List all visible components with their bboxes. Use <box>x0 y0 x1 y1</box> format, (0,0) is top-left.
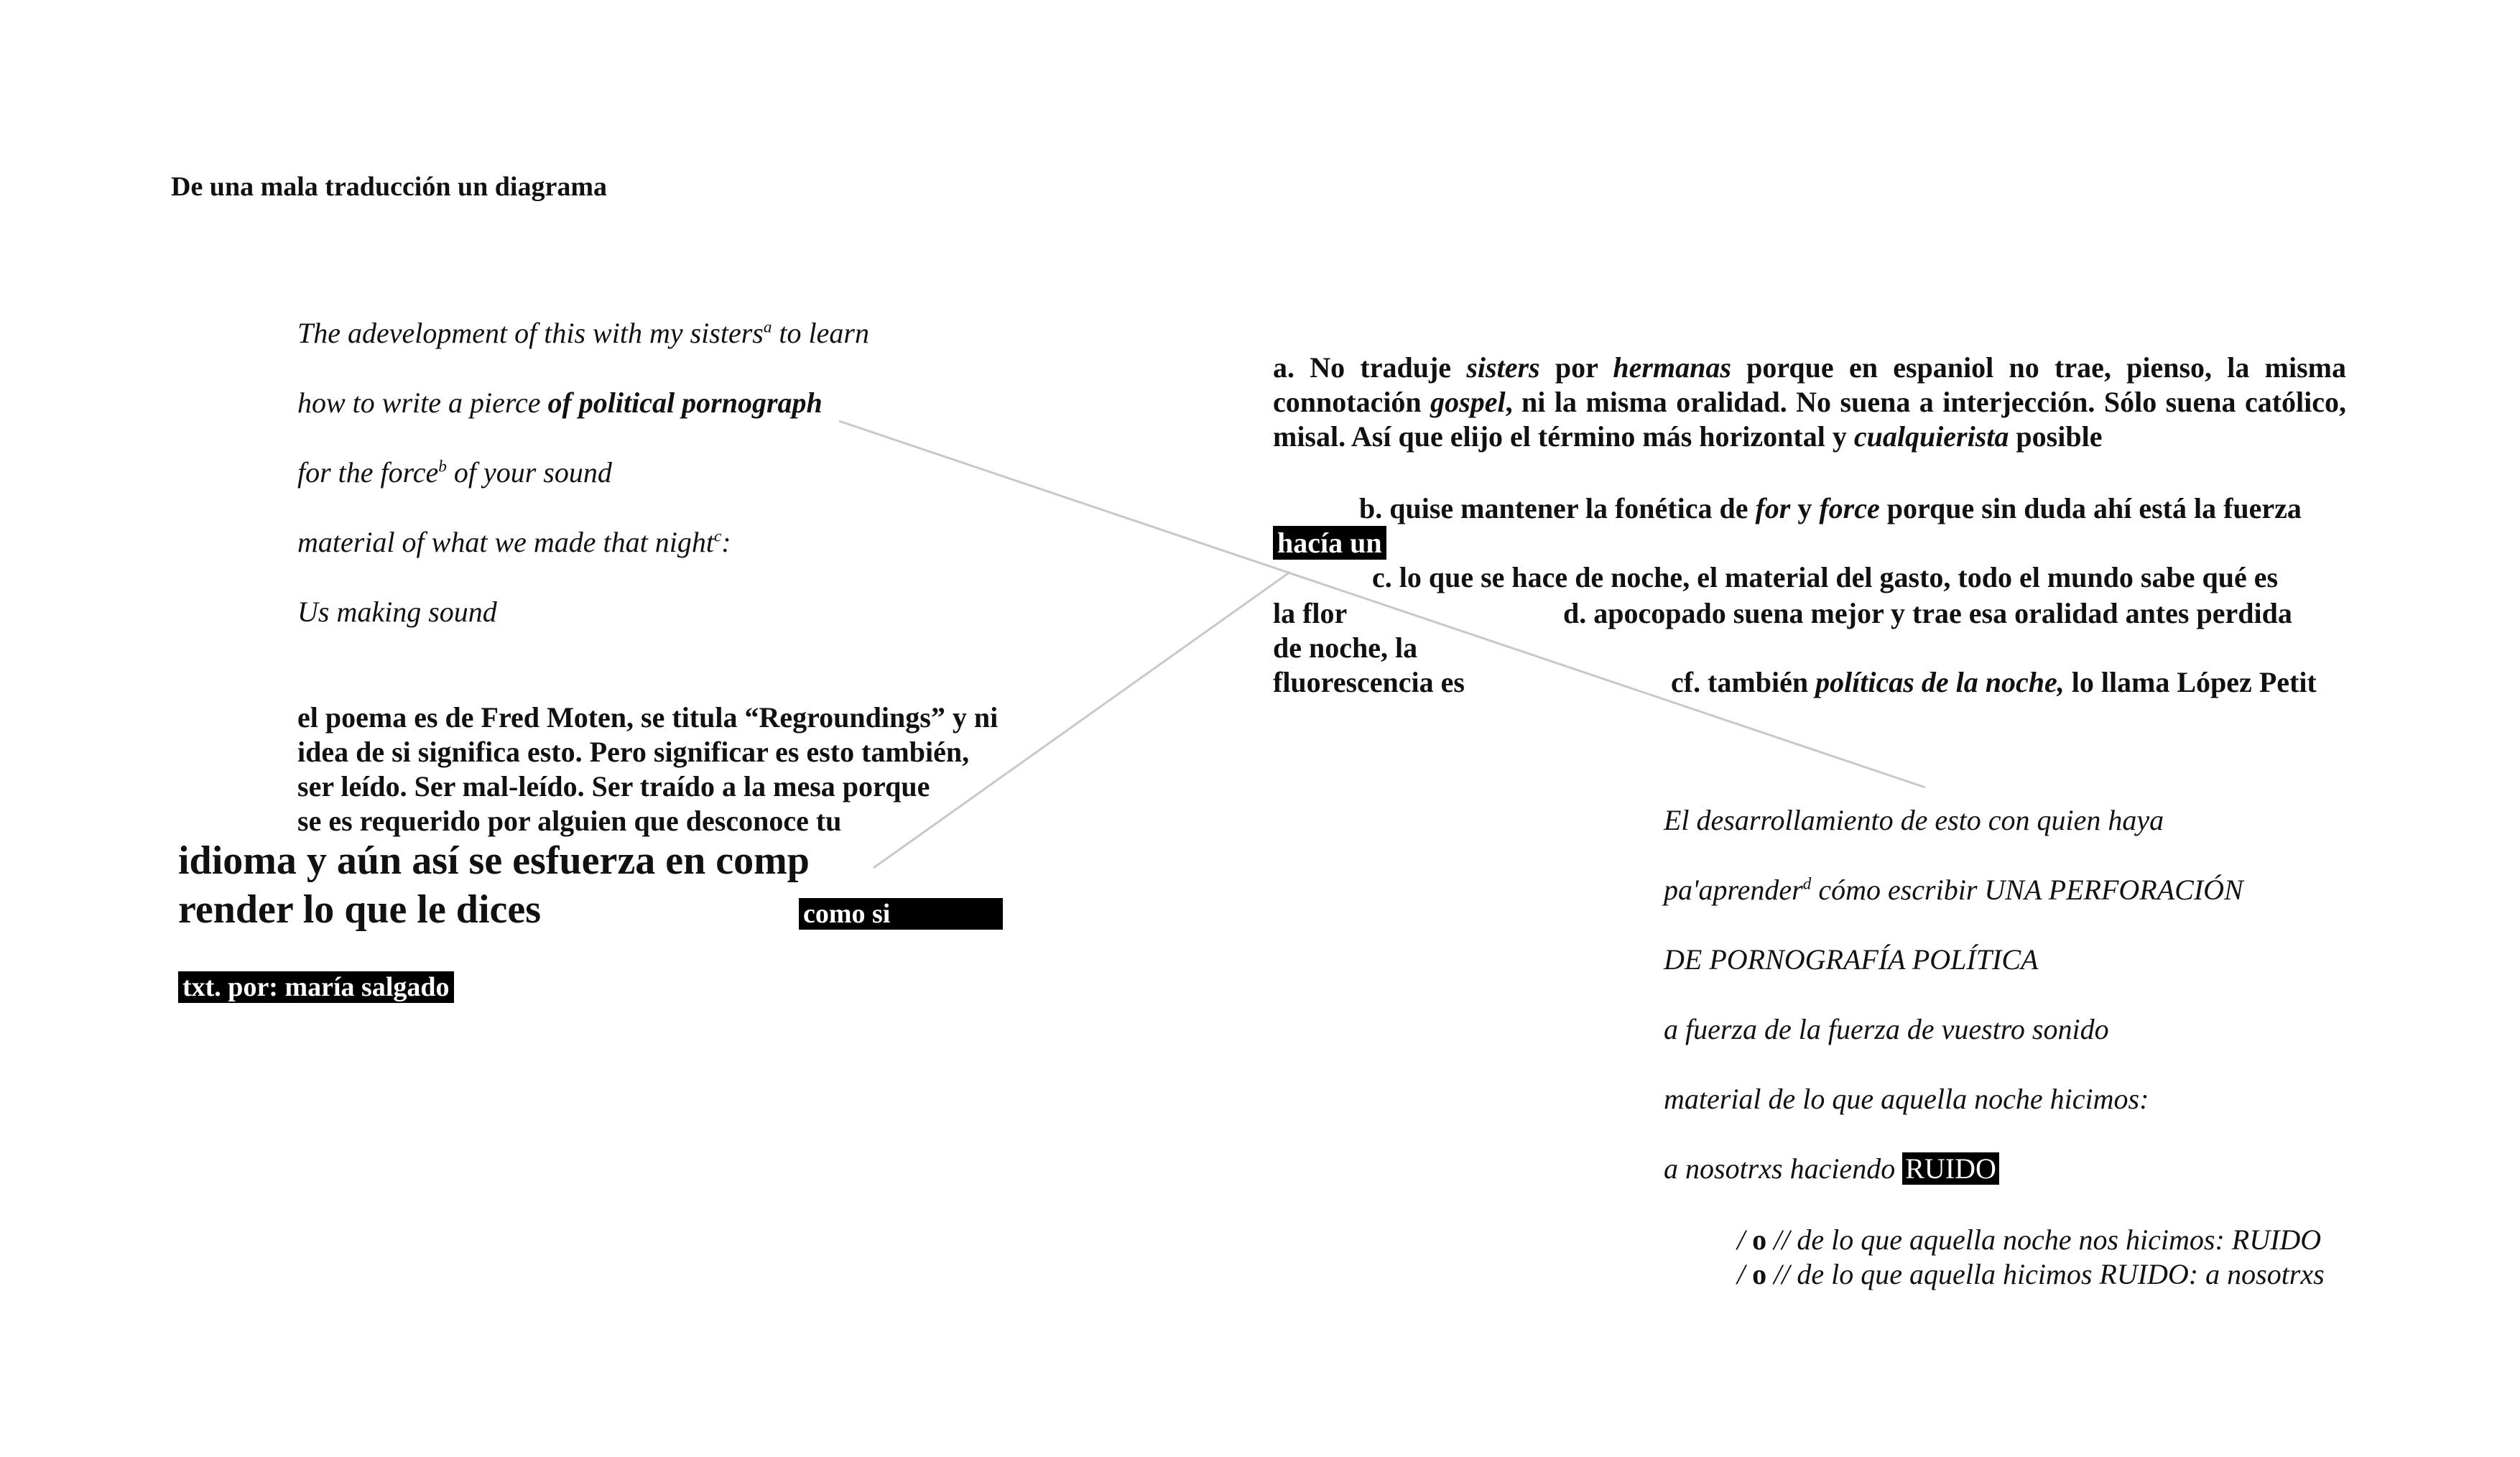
page-title: De una mala traducción un diagrama <box>171 172 607 202</box>
como-si-label: como si <box>799 898 1003 930</box>
note-d: d. apocopado suena mejor y trae esa oralidad antes perdida <box>1563 597 2292 629</box>
commentary-line-1: el poema es de Fred Moten, se titula “Regroundings” y ni <box>297 701 999 734</box>
note-cf: cf. también políticas de la noche, lo llama López Petit <box>1671 666 2317 698</box>
commentary-big-line-2: render lo que le dices <box>178 887 542 932</box>
de-noche-text: de noche, la <box>1273 632 1418 664</box>
poem-es-variant-2: / o // de lo que aquella hicimos RUIDO: a nosotrxs <box>1737 1258 2325 1290</box>
note-b: b. quise mantener la fonética de for y force porque sin duda ahí está la fuerza <box>1359 492 2302 524</box>
poem-es-line-1: El desarrollamiento de esto con quien haya <box>1664 804 2164 836</box>
credit-label: txt. por: maría salgado <box>178 971 454 1003</box>
commentary-big-line-1: idioma y aún así se esfuerza en comp <box>178 838 810 883</box>
fluorescencia-text: fluorescencia es <box>1273 666 1465 698</box>
commentary-line-3: ser leído. Ser mal-leído. Ser traído a la mesa porque <box>297 770 930 802</box>
note-a: a. No traduje sisters por hermanas porque en espaniol no trae, pienso, la misma connotación gospel, ni la misma oralidad. No suena a interjección. Sólo suena católico, misal. Así que elijo el término más horizontal y cualquierista posible <box>1273 351 2347 453</box>
commentary-line-2: idea de si significa esto. Pero significar es esto también, <box>297 736 970 768</box>
poem-es-line-4: a fuerza de la fuerza de vuestro sonido <box>1664 1013 2109 1045</box>
poem-es-line-6: a nosotrxs haciendo RUIDO <box>1664 1152 1999 1185</box>
la-flor-text: la flor <box>1273 597 1348 629</box>
poem-es-line-5: material de lo que aquella noche hicimos: <box>1664 1083 2149 1115</box>
hacia-un-label: hacía un <box>1273 526 1386 560</box>
poem-es-line-2: pa'aprender$^d$ cómo escribir UNA PERFORACIÓN <box>1664 874 2243 906</box>
poem-en-line-2: how to write a pierce of political pornograph <box>297 387 823 419</box>
poem-en-line-3: for the force$^b$ of your sound <box>297 456 612 489</box>
poem-es-line-3: DE PORNOGRAFÍA POLÍTICA <box>1664 943 2039 976</box>
commentary-line-4: se es requerido por alguien que desconoce tu <box>297 805 842 837</box>
ruido-label: RUIDO <box>1902 1152 1999 1185</box>
note-c: c. lo que se hace de noche, el material del gasto, todo el mundo sabe qué es <box>1372 561 2279 593</box>
poem-es-variant-1: / o // de lo que aquella noche nos hicimos: RUIDO <box>1737 1224 2322 1256</box>
poem-en-line-1: The adevelopment of this with my sisters$^a$ to learn <box>297 317 869 349</box>
poem-en-line-5: Us making sound <box>297 596 497 628</box>
poem-en-line-4: material of what we made that night$^c$: <box>297 526 731 558</box>
